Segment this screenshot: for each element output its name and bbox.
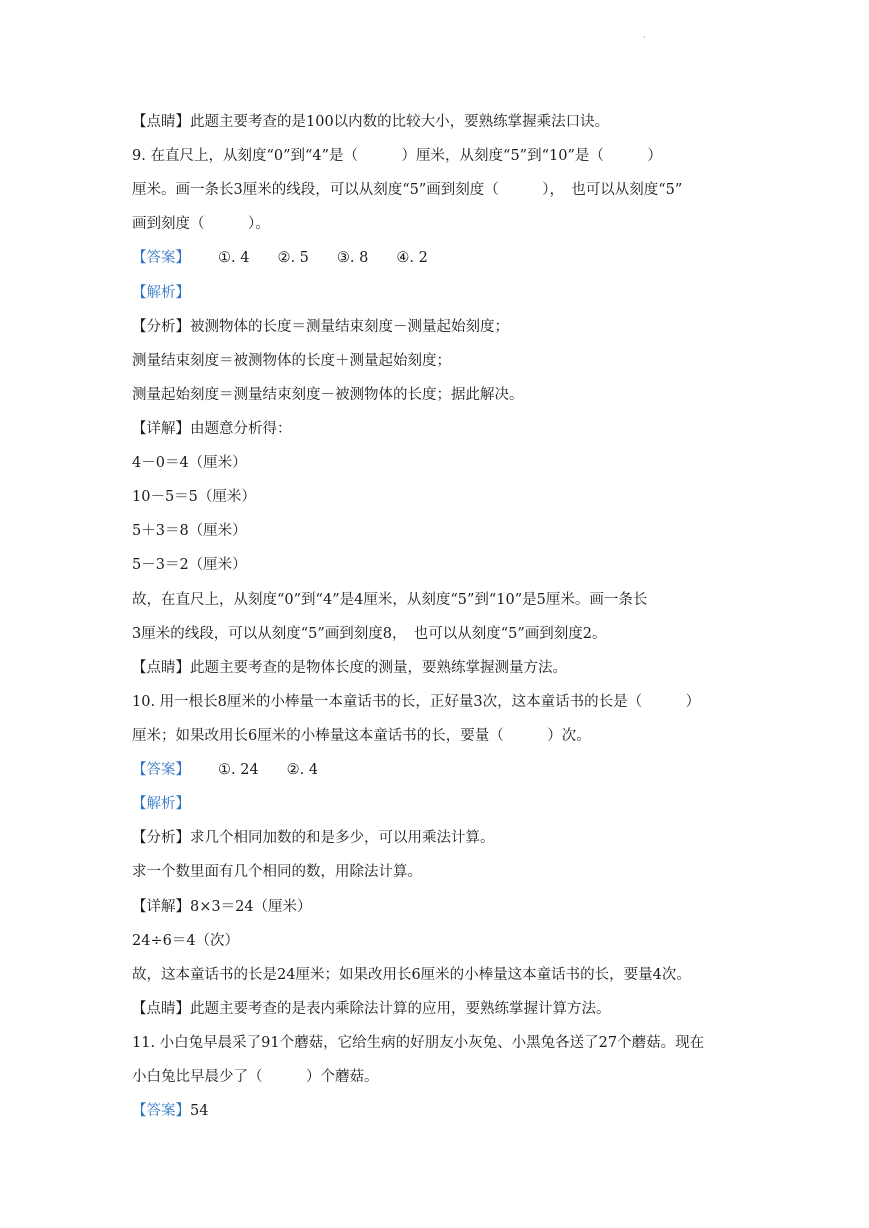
- q11-answer-row: [132, 1101, 208, 1121]
- q10-text-line2: 厘米；如果改用长6厘米的小棒量这本童话书的长，要量（ ）次。: [132, 728, 591, 744]
- q10-conclusion: 故，这本童话书的长是24厘米；如果改用长6厘米的小棒量这本童话书的长，要量4次。: [132, 967, 691, 983]
- q10-jiexi-label: 【解析】: [132, 796, 190, 812]
- q10-answer-1: ①. 24: [218, 762, 259, 778]
- previous-dianjing: 【点睛】此题主要考查的是100以内数的比较大小，要熟练掌握乘法口诀。: [132, 114, 610, 130]
- q11-text-line2: 小白兔比早晨少了（ ）个蘑菇。: [132, 1069, 379, 1085]
- q10-text-line1: 10. 用一根长8厘米的小棒量一本童话书的长，正好量3次，这本童话书的长是（ ）: [132, 694, 701, 710]
- q11-answer-value: 54: [190, 1103, 209, 1119]
- header-dot: ·: [643, 33, 646, 42]
- q10-answer-2: ②. 4: [286, 762, 319, 778]
- q9-answer-label: 【答案】: [132, 250, 190, 266]
- q10-answer-row: [132, 760, 318, 780]
- q9-calc-1: 4－0＝4（厘米）: [132, 455, 247, 471]
- q10-xiangjie: 【详解】8×3＝24（厘米）: [132, 899, 312, 915]
- q9-answer-1: ①. 4: [218, 250, 250, 266]
- q9-xiangjie: 【详解】由题意分析得：: [132, 421, 292, 437]
- q9-calc-4: 5－3＝2（厘米）: [132, 557, 247, 573]
- q9-dianjing: 【点睛】此题主要考查的是物体长度的测量，要熟练掌握测量方法。: [132, 660, 567, 676]
- q9-answer-2: ②. 5: [277, 250, 309, 266]
- q9-fenxi-2: 测量结束刻度＝被测物体的长度＋测量起始刻度；: [132, 353, 451, 369]
- q9-answer-row: [132, 248, 428, 268]
- q9-fenxi-3: 测量起始刻度＝测量结束刻度－被测物体的长度；据此解决。: [132, 387, 524, 403]
- q10-answer-label: 【答案】: [132, 762, 190, 778]
- q10-fenxi: 【分析】求几个相同加数的和是多少，可以用乘法计算。: [132, 830, 495, 846]
- q9-conclusion-2: 3厘米的线段，可以从刻度“5”画到刻度8， 也可以从刻度“5”画到刻度2。: [132, 626, 607, 642]
- q9-answer-3: ③. 8: [336, 250, 369, 266]
- q9-text-line2: 厘米。画一条长3厘米的线段，可以从刻度“5”画到刻度（ ）， 也可以从刻度“5”: [132, 182, 683, 198]
- q9-calc-3: 5＋3＝8（厘米）: [132, 523, 247, 539]
- q10-calc-2: 24÷6＝4（次）: [132, 933, 240, 949]
- q9-text-line1: 9. 在直尺上，从刻度“0”到“4”是（ ）厘米，从刻度“5”到“10”是（ ）: [132, 148, 662, 164]
- q11-text-line1: 11. 小白兔早晨采了91个蘑菇，它给生病的好朋友小灰兔、小黑兔各送了27个蘑菇。现在: [132, 1035, 705, 1051]
- q9-calc-2: 10－5＝5（厘米）: [132, 489, 256, 505]
- q9-text-line3: 画到刻度（ ）。: [132, 216, 270, 232]
- q10-fenxi-2: 求一个数里面有几个相同的数，用除法计算。: [132, 864, 422, 880]
- q9-answer-4: ④. 2: [396, 250, 428, 266]
- q9-conclusion-1: 故，在直尺上，从刻度“0”到“4”是4厘米，从刻度“5”到“10”是5厘米。画一条长: [132, 592, 648, 608]
- q10-dianjing: 【点睛】此题主要考查的是表内乘除法计算的应用，要熟练掌握计算方法。: [132, 1001, 611, 1017]
- q9-fenxi: 【分析】被测物体的长度＝测量结束刻度－测量起始刻度；: [132, 319, 509, 335]
- q9-jiexi-label: 【解析】: [132, 285, 190, 301]
- q11-answer-label: 【答案】: [132, 1103, 190, 1119]
